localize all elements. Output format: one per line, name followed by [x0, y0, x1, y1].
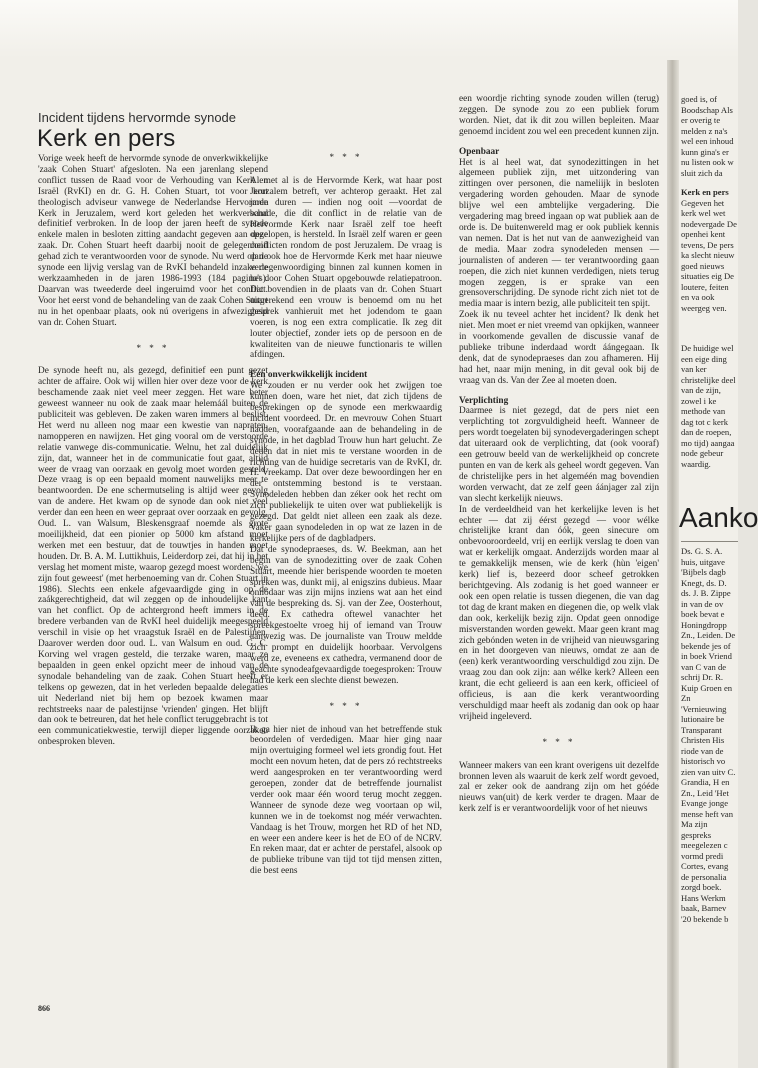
col3-paragraph-2: Het is al heel wat, dat synodezittingen in het algemeen publiek zijn, met uitzondering van zittingen over personen, die nameliijk in besloten vergadering worden gehouden. Maar de synode blijve wel een ambtelijke vergadering. Die vergadering mag breed ingaan op wat publiek aan de orde is. De buitenwereld mag er ook publiek kennis van nemen. Dat is het nut van de aanwezigheid van de media. Maar zodra synodeleden mensen — journalisten of anderen — ter verantwoording gaan roepen, die zich niet kunnen verdedigen, niets terug mogen zeggen, is er sprake van een grensoverschrijding. De synode richt zich niet tot de media maar is intern bezig, alle publiciteit ten spijt.: [459, 157, 659, 310]
col4-paragraph-2: Gegeven het kerk wel wet nodevergade De openhei kent tevens, De pers ka slecht nieuw goed nieuws situaties eig De loutere, feiten en va ook weergeg ven.: [681, 197, 737, 313]
col2-paragraph-3: Dat de synodepraeses, ds. W. Beekman, aan het begin van de synodezitting over de zaak Cohen Stuart, meende hier berispende woorden te moeten spreken was, dunkt mij, al enigszins dubieus. Maar onnodaar was zijn mijns inziens wat aan het eind van de bespreking ds. Sj. van der Zee, Oosterhout, deed. Ex cathedra oftewel vanachter het spreekgestoelte vroeg hij of iemand van Trouw aanwezig was. De journaliste van Trouw meldde zich prompt en duidelijk hoorbaar. Vervolgens werd ze, eveneens ex cathedra, vermanend door de geachte synodeafgevaardigde toegesproken: Trouw had de kerk een slechte dienst bewezen.: [250, 544, 442, 686]
col2-paragraph-2: We zouden er nu verder ook het zwijgen toe kunnen doen, ware het niet, dat zich tijdens de besprekingen op de synode een merkwaardig incident voordeed. Dr. en mevrouw Cohen Stuart hadden, voorafgaande aan de behandeling in de synode, in het dagblad Trouw hun hart gelucht. Ze deden dat in niet mis te verstane woorden in de richting van de huidige secretaris van de RvKI, dr. H. Vreekamp. Dat over deze bewoordingen her en der ontstemming bestond is te verstaan. Synodeleden hebben dan zéker ook het recht om zich publiekelijk te uiten over wat publiekelijk is gezegd. Dat geldt niet alleen een zaak als deze. Vaker gaan synodeleden in op wat ze lazen in de kerkelijke pers of de dagbladpers.: [250, 381, 442, 544]
col4-paragraph-3: De huidige wel een eige ding van ker christelijke deel van de zijn, zowel i ke methode van dag tot c kerk dan de roepen, mo tijd) aangaa node gebeur waardig.: [681, 343, 736, 469]
col4-box-title: Aanko: [679, 502, 758, 533]
col1-paragraph-2: De synode heeft nu, als gezegd, definitief een punt gezet achter de affaire. Ook wij willen hier over deze voor de kerk beschamende zaak niet veel meer zeggen. Het ware beter geweest wanneer nu ook de zaak maar helemáál buiten de publiciteit was gebleven. De zaken waren immers al beslist. Het werd nu alleen nog maar een kwestie van napraten, namopperen en nawijzen. Het ging vooral om de verstoorde relatie vanwege dis-communicatie. Welnu, het zal duidelijk zijn, dat, wanneer het in de communicatie fout gaat, altijd weer de vraag van oorzaak en gevolg moet worden gesteld. Deze vraag is op een bepaald moment nauwelijks meer te beantwoorden. De ene schermutseling is altijd weer gevolg van de andere. Het kwam op de synode dan ook niet veel verder dan een heen en weer gepraat over oorzaak en gevolg. Oud. L. van Walsum, Bleskensgraaf noemde als grote moeilijkheid, dat een pionier op 5000 km afstand moet werken met een bestuur, dat de touwtjes in handen moet houden. Dr. B. A. M. Luttikhuis, Leiderdorp zei, dat hij in het verslag het moment miste, waarop gezegd moest worden: 'we zijn fout geweest' (met herbenoeming van dr. Cohen Stuart in 1986). Slechts een enkele afgevaardigde ging in op de zaákgerechtigheid, dat wil zeggen op de inhoudelijke kant van het conflict. Op de achtergrond heeft immers in de bredere verbanden van de RvKI heel duidelijk meegespeeld verschil in visie op het vraagstuk Israël en de Palestijnen. Daarover werden door oud. L. van Walsum en oud. G. C. Korving wel vragen gesteld, die terzake waren, maar ze bepaalden in geen enkel opzicht meer de inhoud van de synodale behandeling van de zaak. Cohen Stuart heeft er telkens op gewezen, dat in het verleden bepaalde delegaties uit Nederland niet bij hem op bezoek kwamen maar rechtstreeks naar de palestijnse 'vrienden' gingen. Het blijft dan ook te betreuren, dat het hele conflict teruggebracht is tot een communicatiekwestie, terwijl dieper liggende oorzaken onbesproken bleven.: [38, 366, 268, 748]
article-headline: Kerk en pers: [37, 125, 176, 152]
col4-paragraph-4: Ds. G. S. A. huis, uitgave 'Bijbels dagb Knegt, ds. D. ds. J. B. Zippe in van de ov boek bevat e Honingdropp Zn., Leiden. De bekende jes of in boek Vriend van C van de schrij Dr. R. Kuip Groen en Zn 'Vernieuwing lutionaire be Transparant Christen His riode van de historisch vo zien van uitv C. Grandia, H en Zn., Leid 'Het Evange jonge mense heft van Ma zijn gespreks meegelezen c vormd predi Cortes, evang de personalia zorgd boek. Hans Werkm baak, Barnev '20 bekende b: [681, 546, 736, 924]
col4-box-rule: [681, 541, 738, 542]
col3-paragraph-5: In de verdeeldheid van het kerkelijke leven is het echter — dat zij éérst gezegd — voor wélke christelijke krant dan óók, geen sinecure om onbevooroordeeld, vrij en eerlijk verslag te doen van wat er kerkelijk omgaat. Anderzijds worden maar al te gemakkelijk mensen, wie de kerk (hùn 'eigen' kerk) lief is, bezeerd door scheef getrokken berichtgeving. Als zodanig is het goed wanneer er ook een open relatie is tussen diegenen, die van dag tot dag de krant maken en diegenen die, op welk vlak dan ook, kerkelijk bezig zijn. Opdat geen onnodige misverstanden worden gewekt. Maar geen krant mag zich gebónden weten in de vrijheid van nieuwsgaring en in het doorgeven van nieuws, omdat ze aan de (een) kerk verantwoording verschuldigd zou zijn. De vraag zou dan ook zijn: aan wélke kerk? Alleen een krant, die echt gelieerd is aan een kerk, officieel of officieus, is aan die kerk verantwoording verschuldigd maar heeft als zodanig dan ook op haar vrijheid ingeleverd.: [459, 504, 659, 722]
col2-paragraph-4: Ik ga hier niet de inhoud van het betreffende stuk beoordelen of verdedigen. Maar hier ging naar mijn overtuiging formeel wel iets grondig fout. Het mocht een novum heten, dat de pers zó rechtstreeks werd aangesproken en ter verantwoording werd geroepen, zonder dat de betreffende journalist verder ook maar één woord terug mocht zeggen. Wanneer de synode deze weg voortaan op wil, kunnen we in de toekomst nog méér verwachten. Vandaag is het Trouw, morgen het RD of het ND, en weer een andere keer is het de EO of de NCRV. En reken maar, dat er achter de perstafel, alsook op de publieke tribune van tijd tot tijd mensen zitten, die best eens: [250, 724, 442, 877]
subheading-openbaar: Openbaar: [459, 146, 500, 157]
section-divider: * * *: [542, 736, 576, 747]
article-kicker: Incident tijdens hervormde synode: [38, 110, 237, 125]
page-top-margin: [0, 0, 738, 58]
col2-paragraph-1: Al met al is de Hervormde Kerk, wat haar post Jeruzalem betreft, ver achterop geraakt. Het zal jaren duren — indien nog ooit —voordat de schade, die dit conflict in de relatie van de Hervormde Kerk naar Israël zelf toe heeft opgelopen, is hersteld. In Israël zelf waren er geen conflicten rondom de post Jeruzalem. De vraag is dan ook hoe de Hervormde Kerk met haar nieuwe vertegenwoordiging binnen zal kunnen komen in het door Cohen Stuart opgebouwde relatiepatroon. Dat bovendien in de plaats van dr. Cohen Stuart uitgerekend een vrouw is benoemd om nu het gesprek vanhieruit met het jodendom te gaan voeren, is nog een extra complicatie. Ik zeg dit louter objectief, zonder iets op de persoon en de kwaliteiten van de nieuwe functionaris te willen afdingen.: [250, 175, 442, 361]
col3-paragraph-3: Zoek ik nu teveel achter het incident? Ik denk het niet. Men moet er niet vreemd van opkijken, wanneer in voorkomende gevallen de discussie vanaf de publieke tribune inderdaad wordt áángegaan. Ik denk, dat de synodepraeses dan zou afhameren. Hij had het, naar mijn mening, in dit geval ook bij de vraag van ds. Van der Zee al moeten doen.: [459, 310, 659, 386]
section-divider: * * *: [136, 342, 170, 353]
col3-paragraph-1: een woordje richting synode zouden willen (terug) zeggen. De synode zou zo een publiek forum worden. Niet, dat ik dit zou willen bepleiten. Maar genoemd incident zou wel een precedent kunnen zijn.: [459, 94, 659, 137]
col4-subheading: Kerk en pers: [681, 187, 729, 197]
subheading-verplichting: Verplichting: [459, 395, 509, 406]
col1-paragraph-1: Vorige week heeft de hervormde synode de onverkwikkelijke 'zaak Cohen Stuart' afgesloten. Na een jarenlang slepend conflict tussen de Raad voor de Verhouding van Kerk en Israël (RvKI) en dr. G. H. Cohen Stuart, tot voor kort theologisch adviseur vanwege de Nederlandse Hervormde Kerk in Jeruzalem, werd kort geleden het werkverband definitief verbroken. In de loop der jaren heeft de synode enkele malen in besloten zitting aandacht gegeven aan deze zaak. Dr. Cohen Stuart heeft daarbij nooit de gelegenheid gehad zich te verantwoorden voor de synode. Nu werd op de synode een lijvig verslag van de RvKI behandeld inzake de werkzaamheden in de jaren 1986-1993 (184 pagina's). Daarvan was tweederde deel ingeruimd voor het conflict. Voor het eerst vond de behandeling van de zaak Cohen Stuart nu in het openbaar plaats, ook nú overigens in afwezigheid van dr. Cohen Stuart.: [38, 154, 268, 328]
section-divider: * * *: [329, 152, 363, 162]
column-1: [38, 154, 268, 1002]
section-divider: * * *: [329, 700, 363, 711]
column-3: [459, 94, 659, 1006]
column-2: [250, 152, 442, 1010]
col4-paragraph-1: goed is, of Boodschap Als er overig te melden z na's wel een inhoud kunn gina's er nu listen ook w sluit zich da: [681, 94, 734, 178]
subheading-incident: Een onverkwikkelijk incident: [250, 370, 368, 381]
col3-paragraph-4: Daarmee is niet gezegd, dat de pers niet een verplichting tot zorgvuldigheid heeft. Wanneer de pers wordt toegelaten bij synodevergaderingen schept dat uiteraard ook de verplichting, dat (ook vooraf) een getrouw beeld van de werkelijkheid op concrete punten en van de kerk als geheel wordt gegeven. Van de christelijke pers in het algeméén mag bovendien worden verwacht, dat ze zelf geen áánjager zal zijn van slecht kerkelijk nieuws.: [459, 406, 659, 504]
page-gutter: [667, 60, 679, 1068]
page-number: 866: [38, 1004, 50, 1013]
col3-paragraph-6: Wanneer makers van een krant overigens uit dezelfde bronnen leven als waaruit de kerk zelf wordt gevoed, zal er zeker ook de aandrang zijn om het góéde nieuws van(uit) de kerk verder te dragen. Maar de kerk zelf is er verantwoordelijk voor of het nieuws: [459, 760, 659, 815]
column-4-facing-page: [679, 94, 758, 1054]
